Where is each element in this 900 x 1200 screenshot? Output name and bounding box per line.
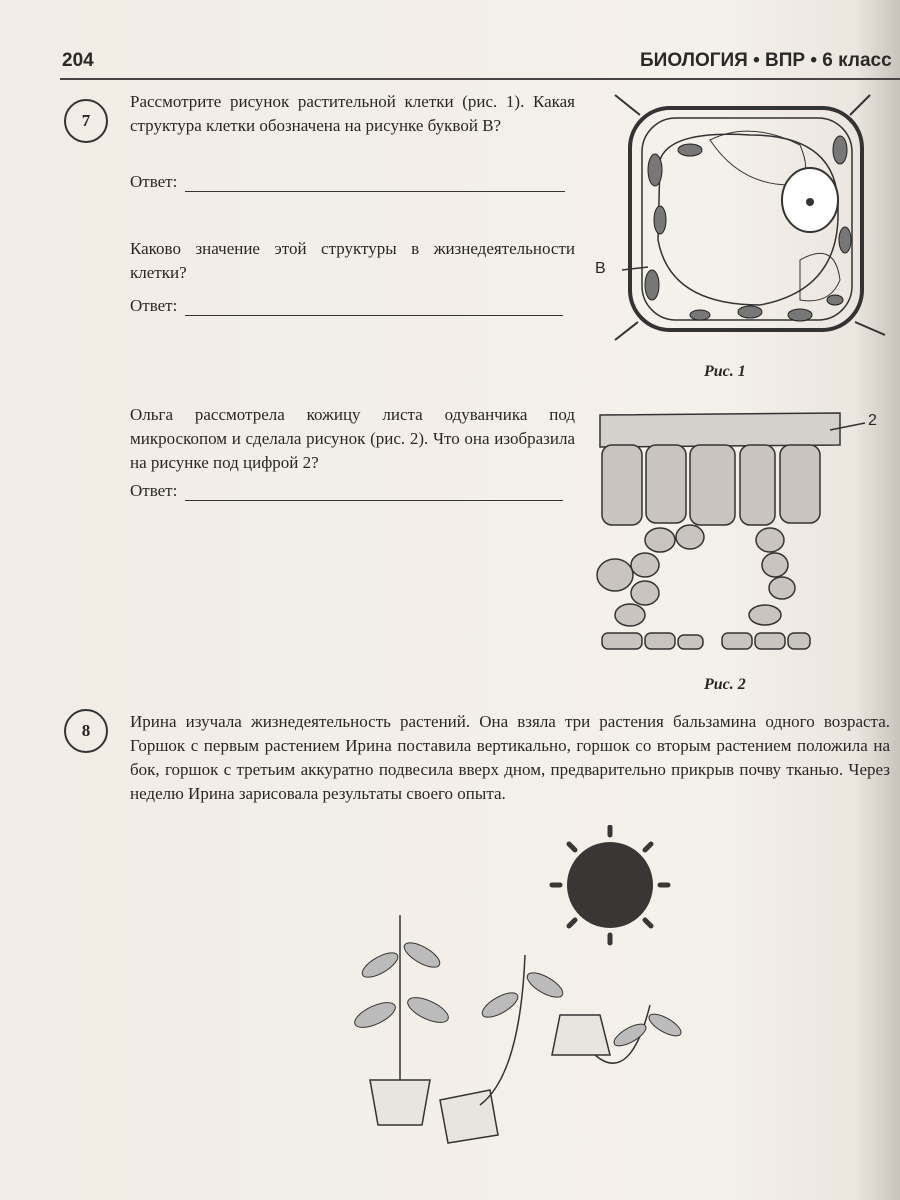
task-number-8: 8 xyxy=(64,709,108,753)
header-rule xyxy=(60,78,900,80)
fig1-caption: Рис. 1 xyxy=(704,363,746,380)
answer-line-2[interactable] xyxy=(185,299,563,316)
task-number-7: 7 xyxy=(64,99,108,143)
task7-answer-1 xyxy=(130,172,565,192)
fig2-caption: Рис. 2 xyxy=(704,676,746,693)
fig1-label-b: В xyxy=(595,260,606,277)
sun-icon xyxy=(552,827,668,943)
answer-label: Ответ: xyxy=(130,481,178,500)
plants-experiment-figure xyxy=(330,825,710,1175)
task7-question-3: Ольга рассмотрела кожицу листа одуванчика под микроскопом и сделала рисунок (рис. 2). Что она изобразила на рисунке под цифрой 2? xyxy=(130,405,575,472)
leaf-tissue-figure xyxy=(590,405,870,660)
task8-text: Ирина изучала жизнедеятельность растений. Она взяла три растения бальзамина одного возраста. Горшок с первым растением Ирина поставила вертикально, горшок со вторым растением положила на бок, горшок с третьим аккуратно подвесила вверх дном, предварительно прикрыв почву тканью. Через неделю Ирина зарисовала результаты своего опыта. xyxy=(130,712,890,803)
task7-answer-2 xyxy=(130,296,563,316)
running-title: БИОЛОГИЯ • ВПР • 6 класс xyxy=(640,50,892,71)
task7-question-2: Каково значение этой структуры в жизнедеятельности клетки? xyxy=(130,239,575,282)
page-number: 204 xyxy=(62,50,94,71)
answer-label: Ответ: xyxy=(130,296,178,315)
fig2-label-2: 2 xyxy=(868,412,877,429)
answer-line-1[interactable] xyxy=(185,175,565,192)
plant-cell-figure xyxy=(600,90,900,355)
task7-answer-3 xyxy=(130,481,563,501)
answer-line-3[interactable] xyxy=(185,484,563,501)
task7-question-1: Рассмотрите рисунок растительной клетки (рис. 1). Какая структура клетки обозначена на рисунке буквой В? xyxy=(130,92,575,135)
answer-label: Ответ: xyxy=(130,172,178,191)
